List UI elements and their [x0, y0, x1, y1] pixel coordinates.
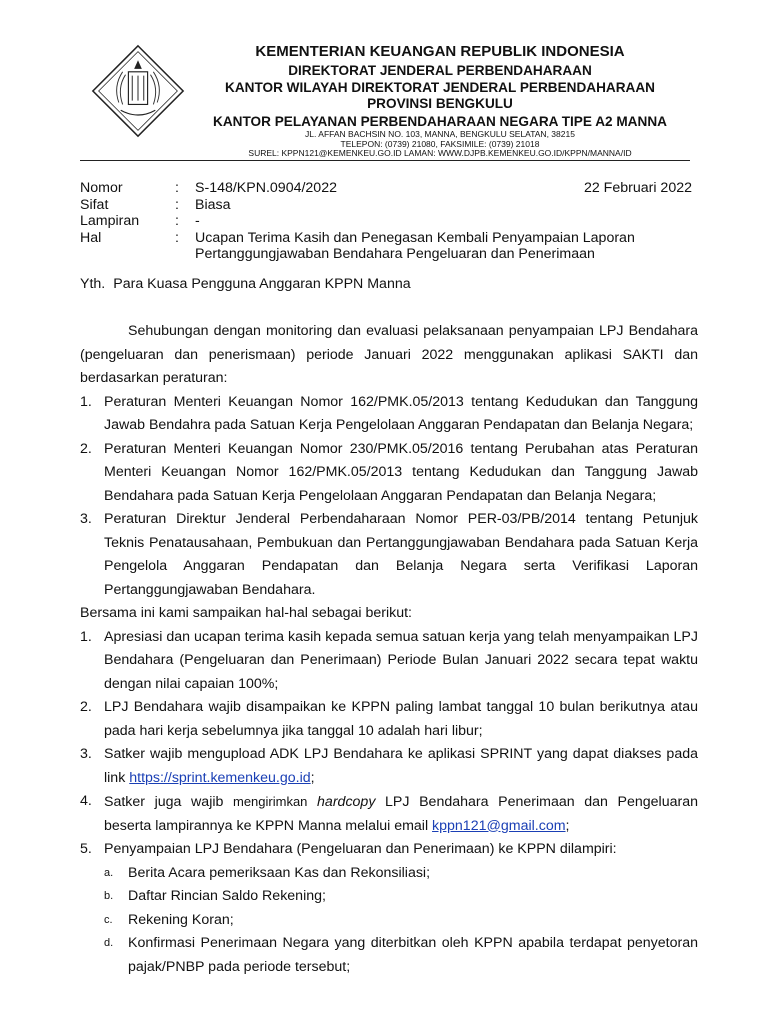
colon: :: [175, 213, 179, 229]
recipient-name: Para Kuasa Pengguna Anggaran KPPN Manna: [113, 276, 411, 292]
list-letter: b.: [104, 890, 114, 902]
letterhead-units: [190, 63, 690, 159]
meta-lampiran: [80, 213, 692, 230]
list-number: 3.: [80, 511, 92, 527]
attachment-item: [80, 932, 698, 979]
list-number: 5.: [80, 841, 92, 857]
list-text: Satker wajib mengupload ADK LPJ Bendahara ke aplikasi SPRINT yang dapat diakses pada link: [104, 746, 698, 786]
regulation-item: [80, 438, 698, 509]
list-text: Apresiasi dan ucapan terima kasih kepada semua satuan kerja yang telah menyampaikan LPJ Bendahara (Pengeluaran dan Penerimaan) Periode Bulan Januari 2022 secara tepat waktu dengan nilai capaian 100%;: [104, 628, 698, 692]
lead-sentence: Bersama ini kami sampaikan hal-hal sebagai berikut:: [80, 605, 412, 621]
subject-line-2: Pertanggungjawaban Bendahara Pengeluaran dan Penerimaan: [195, 246, 595, 262]
regional-office-name: KANTOR WILAYAH DIREKTORAT JENDERAL PERBENDAHARAAN: [225, 79, 655, 95]
list-text: LPJ Bendahara Penerimaan dan Pengeluaran beserta lampirannya ke KPPN Manna melalui email: [104, 794, 698, 834]
letter-meta: [80, 180, 692, 264]
letter-attachments: -: [195, 213, 200, 229]
colon: :: [175, 229, 179, 246]
colon: :: [175, 180, 179, 196]
list-number: 3.: [80, 746, 92, 762]
office-phone: TELEPON: (0739) 21080, FAKSIMILE: (0739) 21018: [340, 138, 540, 149]
point-item: [80, 626, 698, 697]
point-item: [80, 790, 698, 838]
list-text: Rekening Koran;: [128, 911, 234, 928]
list-text: Peraturan Menteri Keuangan Nomor 162/PMK.05/2013 tentang Kedudukan dan Tanggung Jawab Bendahra pada Satuan Kerja Pengelolaan Anggaran Pendapatan dan Belanja Negara;: [104, 393, 698, 433]
point-item: [80, 838, 698, 862]
list-text: Peraturan Menteri Keuangan Nomor 230/PMK.05/2016 tentang Perubahan atas Peraturan Menteri Keuangan Nomor 162/PMK.05/2013 tentang Kedudukan dan Tanggung Jawab Bendahara pada Satuan Kerja Pengelolaan Anggaran Pendapatan dan Belanja Negara;: [104, 440, 698, 504]
list-text: Peraturan Direktur Jenderal Perbendaharaan Nomor PER-03/PB/2014 tentang Petunjuk Teknis Penatausahaan, Pembukuan dan Pertanggungjawaban Bendahara pada Satuan Kerja Pengelola Anggaran Pendapatan dan Belanja Negara serta Verifikasi Laporan Pertanggungjawaban Bendahara.: [104, 511, 698, 598]
list-number: 2.: [80, 699, 92, 715]
email-link[interactable]: kppn121@gmail.com: [432, 817, 566, 834]
province-name: PROVINSI BENGKULU: [367, 96, 513, 111]
list-text: LPJ Bendahara wajib disampaikan ke KPPN paling lambat tanggal 10 bulan berikutnya atau pada hari kerja sebelumnya jika tanggal 10 adalah hari libur;: [104, 699, 698, 739]
office-name: KANTOR PELAYANAN PERBENDAHARAAN NEGARA TIPE A2 MANNA: [213, 113, 667, 129]
intro-paragraph: Sehubungan dengan monitoring dan evaluasi pelaksanaan penyampaian LPJ Bendahara (pengeluaran dan penerismaan) periode Januari 2022 menggunakan aplikasi SAKTI dan berdasarkan peraturan:: [80, 323, 698, 386]
regulation-item: [80, 391, 698, 438]
letter-date: 22 Februari 2022: [583, 180, 692, 196]
list-text: Berita Acara pemeriksaan Kas dan Rekonsiliasi;: [128, 864, 431, 881]
lampiran-label: Lampiran: [80, 213, 140, 229]
list-letter: c.: [104, 913, 113, 926]
letter-subject: [195, 230, 635, 263]
punctuation: ;: [565, 817, 570, 834]
office-address: JL. AFFAN BACHSIN NO. 103, MANNA, BENGKULU SELATAN, 38215: [305, 129, 575, 139]
list-number: 2.: [80, 440, 92, 457]
list-letter: d.: [104, 937, 114, 949]
verb-text: mengirimkan: [233, 794, 308, 809]
list-text: Konfirmasi Penerimaan Negara yang diterbitkan oleh KPPN apabila terdapat penyetoran pajak/PNBP pada periode tersebut;: [128, 935, 698, 975]
subject-line-1: Ucapan Terima Kasih dan Penegasan Kembali Penyampaian Laporan: [195, 229, 635, 246]
meta-hal: [80, 230, 692, 264]
sifat-label: Sifat: [80, 196, 109, 213]
list-number: 1.: [80, 393, 92, 410]
list-number: 4.: [80, 793, 92, 809]
meta-nomor: [80, 180, 692, 197]
sprint-link[interactable]: https://sprint.kemenkeu.go.id: [129, 769, 311, 786]
regulation-item: [80, 508, 698, 602]
list-text: Satker juga wajib: [104, 794, 233, 810]
attachment-item: [80, 862, 698, 886]
punctuation: ;: [310, 769, 315, 786]
nomor-label: Nomor: [80, 180, 123, 196]
office-contact: SUREL: KPPN121@KEMENKEU.GO.ID LAMAN: WWW.DJPB.KEMENKEU.GO.ID/KPPN/MANNA/ID: [248, 148, 632, 158]
recipient: [80, 276, 411, 292]
recipient-prefix: Yth.: [80, 276, 106, 292]
attachment-item: [80, 885, 698, 909]
ministry-emblem: [90, 43, 186, 139]
list-letter: a.: [104, 866, 114, 879]
ministry-name: KEMENTERIAN KEUANGAN REPUBLIK INDONESIA: [255, 43, 625, 60]
list-text: Daftar Rincian Saldo Rekening;: [128, 888, 326, 904]
letter-nature: Biasa: [195, 196, 231, 213]
letterhead-divider: [80, 160, 690, 161]
point-item: [80, 743, 698, 790]
list-number: 1.: [80, 628, 92, 645]
attachment-item: [80, 909, 698, 933]
point-item: [80, 696, 698, 743]
letter-number: S-148/KPN.0904/2022: [195, 180, 337, 196]
hal-label: Hal: [80, 229, 102, 246]
directorate-name: DIREKTORAT JENDERAL PERBENDAHARAAN: [288, 63, 592, 78]
letter-body: [80, 320, 698, 979]
list-text: Penyampaian LPJ Bendahara (Pengeluaran dan Penerimaan) ke KPPN dilampiri:: [104, 841, 617, 857]
colon: :: [175, 196, 179, 213]
hardcopy-term: hardcopy: [317, 794, 376, 810]
letterhead: [190, 43, 690, 60]
meta-sifat: [80, 197, 692, 214]
